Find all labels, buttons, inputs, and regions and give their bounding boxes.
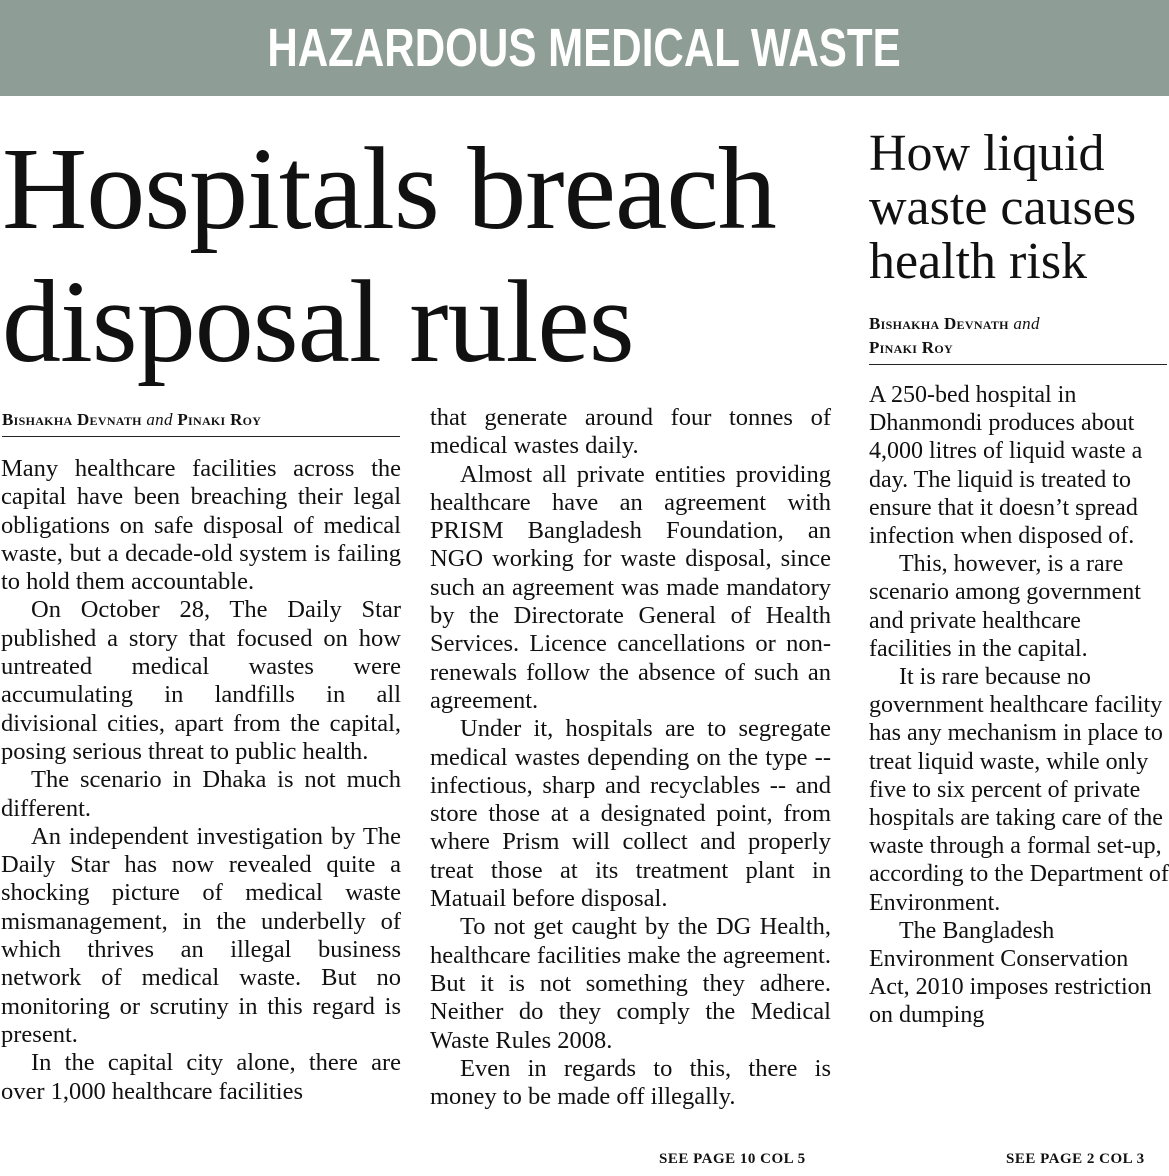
side-story-jump-line: SEE PAGE 2 COL 3 xyxy=(1006,1151,1145,1167)
paragraph: The scenario in Dhaka is not much different. xyxy=(1,766,401,822)
paragraph: that generate around four tonnes of medical wastes daily. xyxy=(430,404,831,460)
paragraph: Even in regards to this, there is money to be made off illegally. xyxy=(430,1054,831,1111)
side-headline: How liquid waste causes health risk xyxy=(869,125,1137,290)
byline-author-1: Bishakha Devnath xyxy=(2,410,142,429)
banner-title: HAZARDOUS MEDICAL WASTE xyxy=(267,18,902,78)
paragraph: In the capital city alone, there are over 1,000 healthcare facilities xyxy=(1,1049,401,1105)
main-story-column-2 xyxy=(430,404,831,1111)
main-story-column-1 xyxy=(1,455,401,1106)
side-story-column xyxy=(869,381,1169,1030)
side-byline xyxy=(869,312,1167,365)
byline-and: and xyxy=(1013,314,1040,333)
paragraph: This, however, is a rare scenario among government and private healthcare facilities in the capital. xyxy=(869,551,1141,662)
main-story-jump-line: SEE PAGE 10 COL 5 xyxy=(659,1151,806,1167)
paragraph: Under it, hospitals are to segregate medical wastes depending on the type -- infectious, sharp and recyclables -- and store those at a designated point, from where Prism will collect and properly treat those at its treatment plant in Matuail before disposal. xyxy=(430,715,831,913)
paragraph: An independent investigation by The Daily Star has now revealed quite a shocking picture of medical waste mismanagement, in the underbelly of which thrives an illegal business network of medical waste. But no monitoring or scrutiny in this regard is present. xyxy=(1,822,401,1048)
main-headline: Hospitals breach disposal rules xyxy=(2,123,776,387)
paragraph: It is rare because no government healthcare facility has any mechanism in place to treat liquid waste, while only five to six percent of private hospitals are taking care of the waste through a formal set-up, according to the Department of Environment. xyxy=(869,664,1169,916)
byline-author-2: Pinaki Roy xyxy=(869,338,953,357)
main-byline xyxy=(2,410,400,437)
paragraph: Almost all private entities providing healthcare have an agreement with PRISM Bangladesh Foundation, an NGO working for waste disposal, since such an agreement was made mandatory by the Directorate General of Health Services. Licence cancellations or non-renewals follow the absence of such an agreement. xyxy=(430,460,831,714)
byline-author-2: Pinaki Roy xyxy=(177,410,262,429)
paragraph: To not get caught by the DG Health, healthcare facilities make the agreement. But it is not something they adhere. Neither do they comply the Medical Waste Rules 2008. xyxy=(430,913,831,1054)
paragraph: On October 28, The Daily Star published a story that focused on how untreated medical wastes were accumulating in landfills in all divisional cities, apart from the capital, posing serious threat to public health. xyxy=(1,596,401,765)
paragraph: Many healthcare facilities across the capital have been breaching their legal obligations on safe disposal of medical waste, but a decade-old system is failing to hold them accountable. xyxy=(1,455,401,596)
byline-and: and xyxy=(146,410,173,429)
byline-author-1: Bishakha Devnath xyxy=(869,314,1009,333)
section-banner xyxy=(0,0,1169,96)
paragraph: A 250-bed hospital in Dhanmondi produces about 4,000 litres of liquid waste a day. The liquid is treated to ensure that it doesn’t spread infection when disposed of. xyxy=(869,382,1143,550)
paragraph: The Bangladesh Environment Conservation Act, 2010 imposes restriction on dumping xyxy=(869,917,1152,1029)
